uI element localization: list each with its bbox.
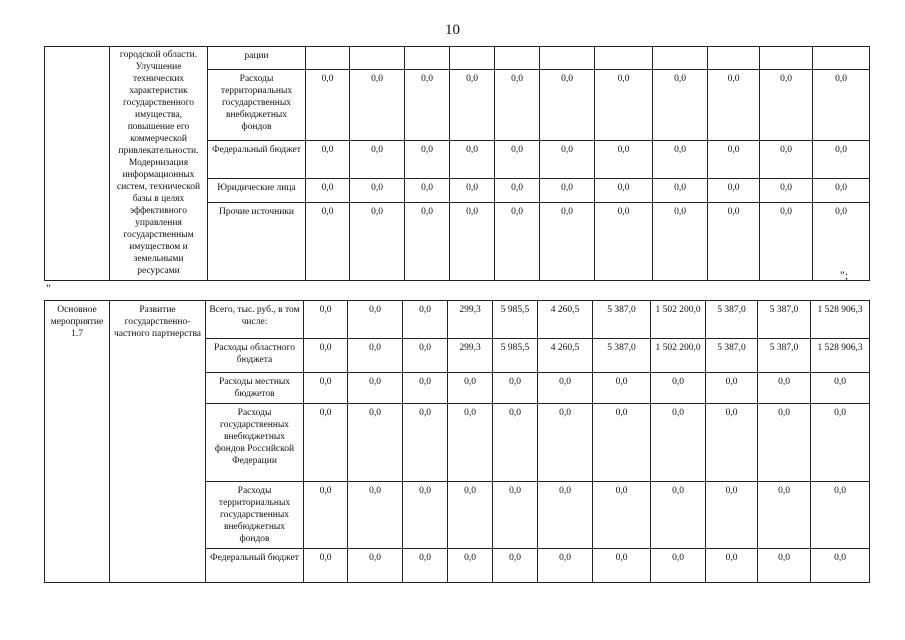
value-cell: 0,0 <box>653 141 708 179</box>
value-cell: 0,0 <box>495 179 540 202</box>
value-cell: 5 387,0 <box>706 339 758 373</box>
source-label: Расходы территориальных государственных внебюджетных фондов <box>206 482 304 549</box>
value-cell: 0,0 <box>448 549 493 583</box>
value-cell: 0,0 <box>811 482 870 549</box>
value-cell: 0,0 <box>348 482 403 549</box>
value-cell: 0,0 <box>651 482 706 549</box>
value-cell: 0,0 <box>493 373 538 404</box>
source-label: рации <box>208 47 306 70</box>
closing-quote: "; <box>840 268 849 282</box>
source-label: Расходы государственных внебюджетных фондов Российской Федерации <box>206 404 304 482</box>
value-cell: 0,0 <box>348 339 403 373</box>
value-cell: 0,0 <box>350 202 405 280</box>
value-cell: 0,0 <box>306 70 350 141</box>
source-label: Расходы территориальных государственных внебюджетных фондов <box>208 70 306 141</box>
value-cell <box>813 47 870 70</box>
value-cell: 0,0 <box>348 549 403 583</box>
value-cell: 0,0 <box>813 141 870 179</box>
value-cell: 0,0 <box>495 202 540 280</box>
value-cell: 0,0 <box>538 549 593 583</box>
value-cell: 0,0 <box>708 202 760 280</box>
value-cell: 0,0 <box>403 373 448 404</box>
value-cell <box>708 47 760 70</box>
value-cell: 0,0 <box>760 202 813 280</box>
value-cell: 0,0 <box>758 549 811 583</box>
value-cell: 0,0 <box>653 202 708 280</box>
table-row <box>45 47 870 70</box>
value-cell: 1 528 906,3 <box>811 301 870 339</box>
value-cell: 0,0 <box>811 373 870 404</box>
source-label: Расходы областного бюджета <box>206 339 304 373</box>
value-cell: 0,0 <box>813 202 870 280</box>
value-cell: 0,0 <box>538 373 593 404</box>
value-cell: 0,0 <box>593 373 651 404</box>
value-cell: 0,0 <box>405 141 450 179</box>
source-label: Прочие источники <box>208 202 306 280</box>
value-cell: 0,0 <box>593 482 651 549</box>
value-cell: 0,0 <box>706 404 758 482</box>
value-cell: 0,0 <box>304 404 348 482</box>
value-cell <box>760 47 813 70</box>
opening-quote: " <box>46 281 51 295</box>
value-cell: 0,0 <box>758 404 811 482</box>
value-cell: 0,0 <box>304 482 348 549</box>
value-cell: 0,0 <box>760 70 813 141</box>
value-cell: 0,0 <box>448 373 493 404</box>
value-cell: 0,0 <box>495 141 540 179</box>
value-cell <box>306 47 350 70</box>
value-cell: 0,0 <box>350 141 405 179</box>
value-cell: 0,0 <box>708 179 760 202</box>
value-cell: 299,3 <box>448 339 493 373</box>
value-cell: 0,0 <box>708 141 760 179</box>
value-cell <box>653 47 708 70</box>
value-cell: 1 502 200,0 <box>651 301 706 339</box>
value-cell: 0,0 <box>403 301 448 339</box>
value-cell: 0,0 <box>595 141 653 179</box>
source-label: Расходы местных бюджетов <box>206 373 304 404</box>
source-label: Федеральный бюджет <box>206 549 304 583</box>
value-cell <box>595 47 653 70</box>
value-cell: 0,0 <box>813 179 870 202</box>
value-cell: 0,0 <box>813 70 870 141</box>
value-cell: 4 260,5 <box>538 339 593 373</box>
value-cell: 0,0 <box>538 482 593 549</box>
value-cell: 0,0 <box>760 179 813 202</box>
value-cell: 0,0 <box>653 179 708 202</box>
value-cell: 299,3 <box>448 301 493 339</box>
value-cell: 0,0 <box>595 70 653 141</box>
value-cell: 0,0 <box>348 301 403 339</box>
value-cell: 0,0 <box>493 549 538 583</box>
event-label-cell <box>45 47 110 281</box>
value-cell: 0,0 <box>651 549 706 583</box>
value-cell: 0,0 <box>405 202 450 280</box>
value-cell: 5 387,0 <box>593 339 651 373</box>
source-label: Федеральный бюджет <box>208 141 306 179</box>
value-cell: 0,0 <box>405 179 450 202</box>
value-cell: 0,0 <box>450 141 495 179</box>
value-cell: 5 387,0 <box>758 339 811 373</box>
event-name: Развитие государственно-частного партнерства <box>110 301 206 583</box>
funding-table-continued <box>44 46 870 281</box>
value-cell: 0,0 <box>811 404 870 482</box>
funding-table-event-1-7 <box>44 300 870 583</box>
value-cell: 0,0 <box>306 202 350 280</box>
value-cell: 0,0 <box>540 70 595 141</box>
value-cell: 0,0 <box>304 549 348 583</box>
value-cell: 0,0 <box>350 179 405 202</box>
value-cell: 0,0 <box>448 404 493 482</box>
event-label: Основное мероприятие 1.7 <box>45 301 110 583</box>
table-row <box>45 301 870 339</box>
value-cell: 0,0 <box>811 549 870 583</box>
value-cell: 0,0 <box>706 373 758 404</box>
value-cell: 0,0 <box>348 404 403 482</box>
value-cell: 5 387,0 <box>758 301 811 339</box>
value-cell: 0,0 <box>653 70 708 141</box>
value-cell: 0,0 <box>758 482 811 549</box>
value-cell: 0,0 <box>348 373 403 404</box>
value-cell: 5 387,0 <box>706 301 758 339</box>
value-cell: 0,0 <box>708 70 760 141</box>
event-description: городской области. Улучшение технических характеристик государственного имущества, повышение его коммерческой привлекательности. Модернизация информационных систем, технической базы в целях эффективного управления государственным имуществом и земельными ресурсами <box>110 47 208 281</box>
value-cell: 1 528 906,3 <box>811 339 870 373</box>
value-cell: 0,0 <box>493 404 538 482</box>
value-cell: 0,0 <box>403 339 448 373</box>
value-cell: 0,0 <box>540 141 595 179</box>
value-cell: 0,0 <box>403 549 448 583</box>
value-cell: 0,0 <box>304 339 348 373</box>
value-cell: 0,0 <box>706 549 758 583</box>
value-cell: 0,0 <box>651 373 706 404</box>
value-cell: 0,0 <box>403 482 448 549</box>
value-cell: 4 260,5 <box>538 301 593 339</box>
page-number: 10 <box>445 22 460 38</box>
value-cell: 0,0 <box>760 141 813 179</box>
value-cell: 0,0 <box>758 373 811 404</box>
value-cell: 0,0 <box>538 404 593 482</box>
value-cell: 0,0 <box>304 373 348 404</box>
value-cell: 0,0 <box>306 141 350 179</box>
value-cell: 0,0 <box>595 179 653 202</box>
value-cell <box>450 47 495 70</box>
value-cell: 0,0 <box>306 179 350 202</box>
value-cell: 0,0 <box>593 404 651 482</box>
value-cell: 0,0 <box>593 549 651 583</box>
value-cell <box>495 47 540 70</box>
source-label: Юридические лица <box>208 179 306 202</box>
value-cell: 0,0 <box>450 70 495 141</box>
value-cell: 0,0 <box>450 179 495 202</box>
value-cell: 0,0 <box>540 179 595 202</box>
value-cell: 0,0 <box>403 404 448 482</box>
value-cell: 0,0 <box>493 482 538 549</box>
value-cell <box>350 47 405 70</box>
value-cell <box>540 47 595 70</box>
value-cell: 0,0 <box>450 202 495 280</box>
value-cell: 0,0 <box>350 70 405 141</box>
value-cell <box>405 47 450 70</box>
source-label: Всего, тыс. руб., в том числе: <box>206 301 304 339</box>
value-cell: 0,0 <box>405 70 450 141</box>
value-cell: 5 387,0 <box>593 301 651 339</box>
value-cell: 5 985,5 <box>493 339 538 373</box>
value-cell: 0,0 <box>495 70 540 141</box>
value-cell: 0,0 <box>304 301 348 339</box>
value-cell: 5 985,5 <box>493 301 538 339</box>
value-cell: 0,0 <box>706 482 758 549</box>
value-cell: 0,0 <box>595 202 653 280</box>
value-cell: 1 502 200,0 <box>651 339 706 373</box>
value-cell: 0,0 <box>540 202 595 280</box>
value-cell: 0,0 <box>448 482 493 549</box>
value-cell: 0,0 <box>651 404 706 482</box>
